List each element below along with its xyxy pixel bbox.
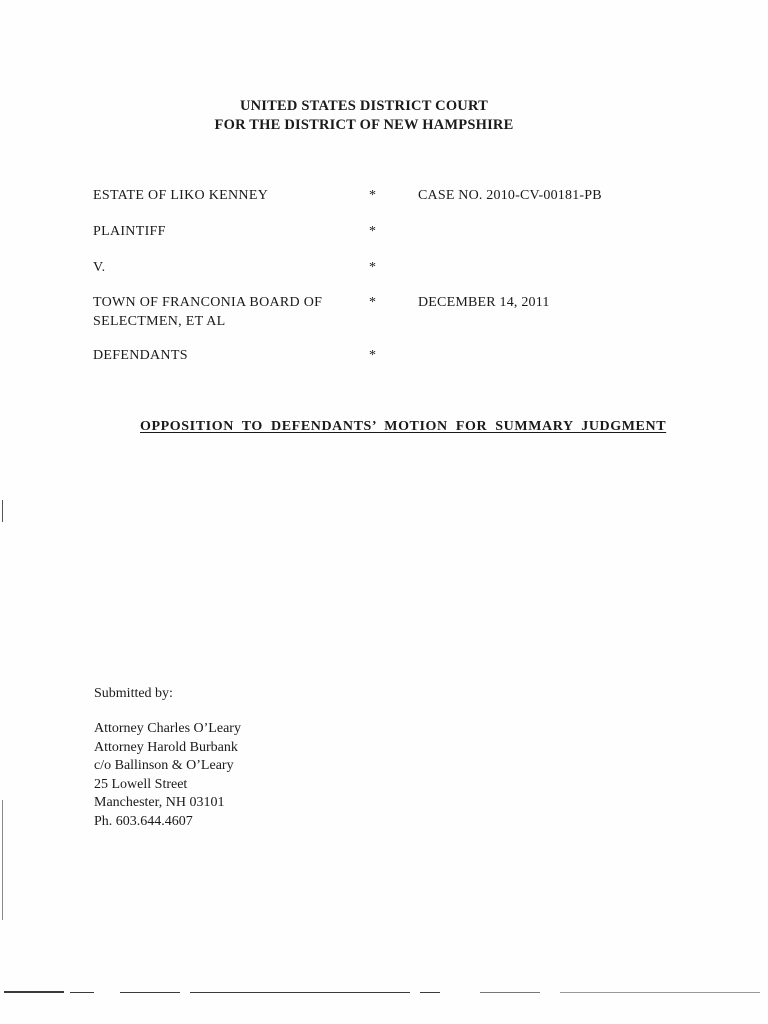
caption-separator-star: *: [369, 348, 376, 363]
scan-artifact-mark: [2, 500, 3, 522]
scan-artifact-line: [4, 991, 64, 993]
submitted-by-label: Submitted by:: [94, 686, 173, 701]
city-state-zip: Manchester, NH 03101: [94, 795, 225, 810]
court-district: FOR THE DISTRICT OF NEW HAMPSHIRE: [214, 117, 514, 133]
court-name: UNITED STATES DISTRICT COURT: [239, 98, 489, 114]
caption-party-plaintiff-name: ESTATE OF LIKO KENNEY: [93, 188, 269, 203]
firm-name: c/o Ballinson & O’Leary: [94, 758, 234, 773]
attorney-name-2: Attorney Harold Burbank: [94, 739, 238, 755]
attorney-address-block: [94, 720, 241, 831]
caption-party-defendant-name: [93, 293, 353, 331]
caption-separator-star: *: [369, 295, 376, 310]
attorney-name-1: Attorney Charles O’Leary: [94, 721, 241, 736]
scan-artifact-line: [70, 992, 94, 993]
street-address: 25 Lowell Street: [94, 776, 188, 792]
filing-date: DECEMBER 14, 2011: [418, 295, 550, 310]
scan-artifact-line: [560, 992, 760, 993]
scan-artifact-line: [120, 992, 180, 993]
scan-artifact-line: [420, 992, 440, 993]
caption-plaintiff-label: PLAINTIFF: [93, 224, 166, 239]
defendant-name-line-1: TOWN OF FRANCONIA BOARD OF: [93, 295, 323, 310]
caption-versus: V.: [93, 260, 106, 275]
scan-artifact-line: [190, 992, 410, 993]
caption-separator-star: *: [369, 224, 376, 239]
document-title: OPPOSITION TO DEFENDANTS’ MOTION FOR SUMMARY JUDGMENT: [140, 419, 667, 434]
scan-artifact-line: [480, 992, 540, 993]
scan-artifact-mark: [2, 800, 3, 920]
case-number: CASE NO. 2010-CV-00181-PB: [418, 188, 602, 203]
defendant-name-line-2: SELECTMEN, ET AL: [93, 314, 226, 329]
caption-separator-star: *: [369, 260, 376, 275]
caption-defendants-label: DEFENDANTS: [93, 348, 188, 363]
phone-number: Ph. 603.644.4607: [94, 813, 193, 829]
caption-separator-star: *: [369, 188, 376, 203]
